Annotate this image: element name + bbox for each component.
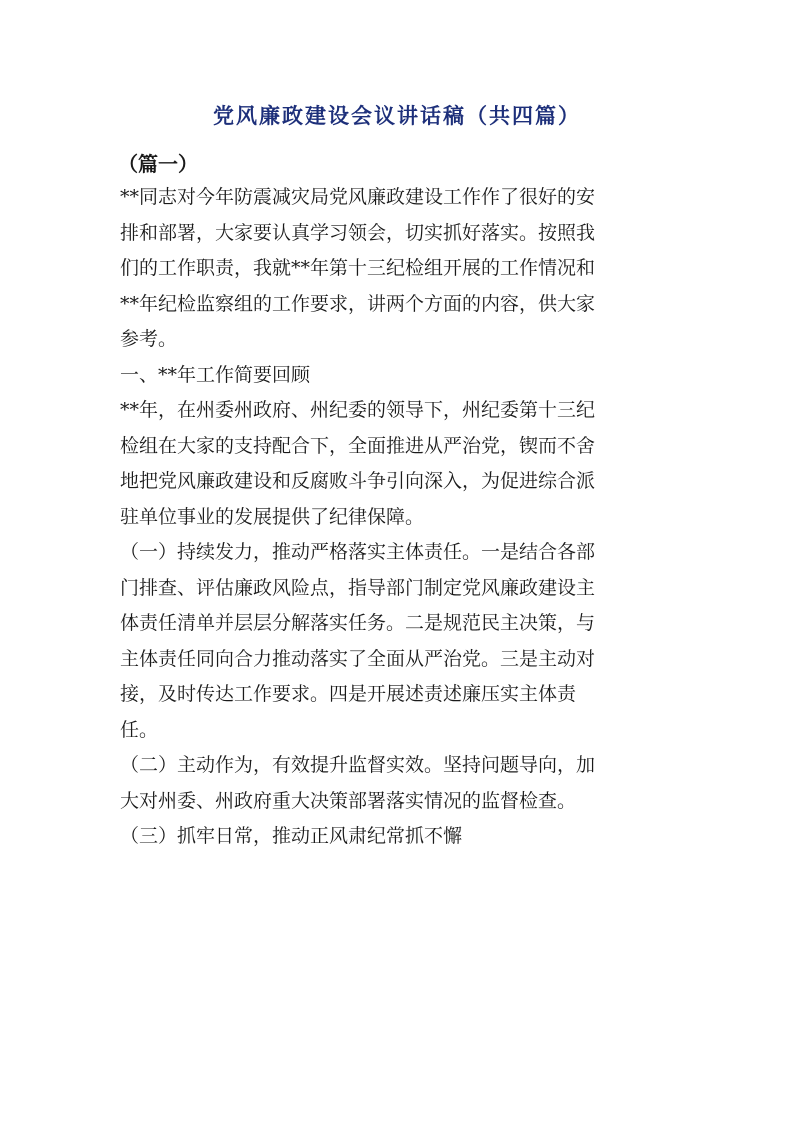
body-line: **同志对今年防震减灾局党风廉政建设工作作了很好的安 xyxy=(120,186,596,208)
body-line: 大对州委、州政府重大决策部署落实情况的监督检查。 xyxy=(120,789,577,812)
body-line: 任。 xyxy=(120,718,159,741)
body-line: 地把党风廉政建设和反腐败斗争引向深入，为促进综合派 xyxy=(120,470,596,492)
body-line: （二）主动作为，有效提升监督实效。坚持问题导向，加 xyxy=(120,754,596,776)
body-line: 检组在大家的支持配合下，全面推进从严治党，锲而不舍 xyxy=(120,434,596,457)
body-line: **年，在州委州政府、州纪委的领导下，州纪委第十三纪 xyxy=(120,399,596,421)
document-body xyxy=(120,180,680,855)
body-line: 体责任清单并层层分解落实任务。二是规范民主决策，与 xyxy=(120,612,596,634)
body-line: 驻单位事业的发展提供了纪律保障。 xyxy=(120,505,425,528)
heading-line: 一、**年工作简要回顾 xyxy=(120,363,311,386)
body-line: 接，及时传达工作要求。四是开展述责述廉压实主体责 xyxy=(120,683,577,705)
body-line: 们的工作职责，我就**年第十三纪检组开展的工作情况和 xyxy=(120,257,596,279)
body-line: （一）持续发力，推动严格落实主体责任。一是结合各部 xyxy=(120,541,596,563)
section-label: （篇一） xyxy=(118,152,198,176)
body-line: 门排查、评估廉政风险点，指导部门制定党风廉政建设主 xyxy=(120,576,596,599)
body-line: 排和部署，大家要认真学习领会，切实抓好落实。按照我 xyxy=(120,221,596,244)
document-title: 党风廉政建设会议讲话稿（共四篇） xyxy=(213,103,581,128)
body-line: 参考。 xyxy=(120,328,178,350)
body-line: （三）抓牢日常，推动正风肃纪常抓不懈 xyxy=(120,825,463,847)
body-line: **年纪检监察组的工作要求，讲两个方面的内容，供大家 xyxy=(120,292,596,315)
body-line: 主体责任同向合力推动落实了全面从严治党。三是主动对 xyxy=(120,647,596,670)
